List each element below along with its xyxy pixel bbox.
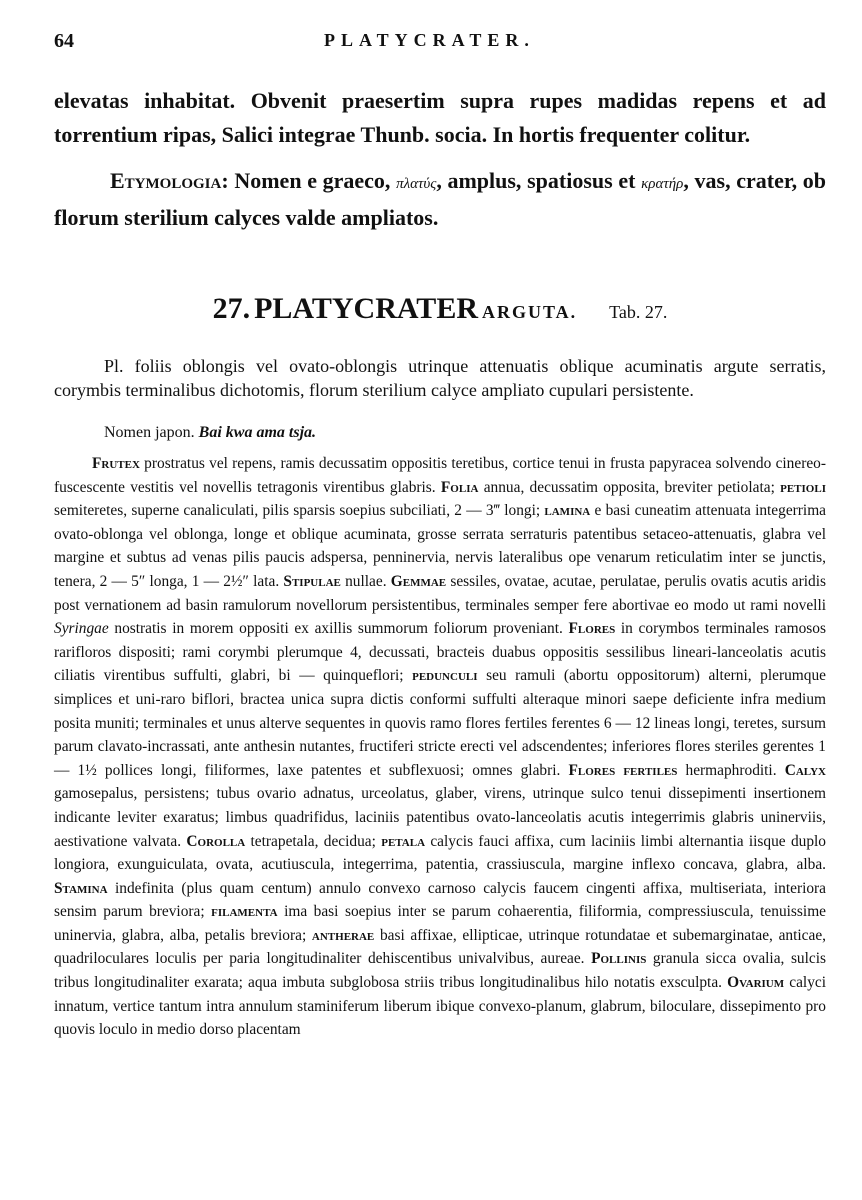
organ-term: Stipulae [283,572,341,590]
organ-term: Stamina [54,879,108,897]
habitat-etymology-section [54,84,826,235]
description-text: semiteretes, superne canaliculati, pilis sparsis soepius subciliati, 2 — 3‴ longi; [54,502,545,520]
description-text: calycis fauci affixa, cum laciniis limbi alternantia iisque duplo longiora, exunguiculata, ovata, acutiuscula, integerrima, patentia, crassiuscula, margine inflexo concava, glabra, alba. [54,832,826,874]
page-number: 64 [54,30,74,52]
species-genus: PLATYCRATER [254,292,478,325]
japanese-name [104,424,316,442]
habitat-paragraph: elevatas inhabitat. Obvenit praesertim supra rupes madidas repens et ad torrentium ripas, Salici integrae Thunb. socia. In hortis frequenter colitur. [54,88,826,147]
etymology-paragraph [54,164,826,235]
description-text: prostratus vel repens, ramis decussatim oppositis teretibus, cortice tenui in frusta papyracea solvendo cinereo-fuscescente vestitis vel novellis tetragonis virentibus glabris. [54,455,826,496]
organ-term: Flores [568,620,616,638]
italic-term: Syringae [54,620,109,638]
organ-term: antherae [311,926,375,944]
organ-term: Gemmae [390,572,447,590]
species-heading [54,292,826,326]
description-text: hermaphroditi. [677,761,785,779]
description-text: e basi cuneatim attenuata integerrima ovato-oblonga vel oblonga, longe et oblique acuminata, grosse serrata serraturis patentibus setaceo-attenuatis, glabra vel margine et subtus ad venas pilis paucis adspersa, penninervia, nervis lateralibus ope venarum reticulatim inter se junctis, tenera, 2 — 5″ longa, 1 — 2½″ lata. [54,502,826,590]
description-text: granula sicca ovalia, sulcis tribus longitudinaliter exarata; aqua imbuta subglobosa striis tribus longitudinalibus hilo notatis exsculpta. [54,950,826,992]
species-number: 27. [212,292,251,325]
organ-term: Frutex [92,455,140,472]
etymology-label: Etymologia [110,168,222,193]
organ-term: petala [381,832,426,850]
description-text: annua, decussatim opposita, breviter petiolata; [478,478,781,496]
description-text: nullae. [340,572,391,590]
japanese-name-value: Bai kwa ama tsja. [198,424,317,441]
greek-word-krater: κρατήρ [641,176,684,192]
organ-term: pedunculi [412,667,478,685]
description-text: gamosepalus, persistens; tubus ovario adnatus, urceolatus, glaber, virens, utrinque sulco tenui dissepimenti insertionem indicante leviter exaratus; limbus quadrifidus, laciniis patentibus ovato-lanceolatis acutis integerrimis glabris uninerviis, aestivatione valvata. [54,785,826,850]
organ-term: Folia [440,478,479,496]
organ-term: filamenta [211,903,278,921]
species-description [54,452,826,1042]
japanese-name-label: Nomen japon. [104,424,195,441]
description-text: in corymbos terminales ramosos rarifloros dispositi; rami corymbi plerumque 4, decussati, bracteis duabus oppositis sessilibus lineari-lanceolatis acutis ciliatis virentibus suffulti, glabri, bi — quinqueflori; [54,620,826,685]
organ-term: lamina [544,502,591,520]
running-title: PLATYCRATER. [324,30,535,50]
description-text: seu ramuli (abortu oppositorum) alterni, plerumque simplices et uni-raro biflori, bractea unica supra dictis conformi suffulti alteraque minori saepe deficiente infra medium posita muniti; terminales et unus alterve sequentes in quovis ramo flores fertiles ferentes 6 — 12 lineas longi, teretes, sursum parum clavato-incrassati, ante anthesin nutantes, fructiferi stricte erecti vel adscendentes; inferiores flores steriles gerentes 1 — 1½ pollices longi, filiformes, laxe patentes et subflexuosi; omnes glabri. [54,667,827,779]
description-text: indefinita (plus quam centum) annulo convexo carnoso calycis faucem cingenti affixa, multiseriata, interiora sensim parum breviora; [54,879,826,921]
description-text: tetrapetala, decidua; [245,832,382,850]
etymology-text-b: , amplus, spatiosus et [436,168,642,193]
organ-term: Pollinis [591,950,647,968]
organ-term: petioli [780,478,826,496]
description-text: basi affixae, ellipticae, utrinque rotundatae et subemarginatae, anticae, quadriloculares loculis per paria longitudinaliter dehiscentibus univalvibus, aureae. [54,926,826,968]
description-text: nostratis in morem oppositi ex axillis summorum foliorum proveniant. [108,620,569,638]
description-text: ima basi soepius inter se parum cohaerentia, filiformia, compressiuscula, tenuissime uninervia, glabra, alba, petalis breviora; [54,903,826,944]
description-text: sessiles, ovatae, acutae, perulatae, perulis ovatis acutis aridis post vernationem ad basin ramulorum novellorum persistentibus, terminales semper fere abortivae eo modo ut rami novelli [54,572,826,614]
plate-reference: Tab. 27. [609,302,668,322]
etymology-text-a: : Nomen e graeco, [221,168,397,193]
description-paragraph [54,452,826,1042]
running-head [54,30,822,56]
organ-term: Ovarium [727,974,785,992]
organ-term: Flores fertiles [568,761,678,779]
greek-word-platys: πλατύς [396,176,437,192]
species-epithet: ARGUTA. [482,302,578,322]
etymology-text-c: , vas, crater, ob florum sterilium calyces valde ampliatos. [54,168,826,230]
organ-term: Corolla [186,832,246,850]
species-diagnosis: Pl. foliis oblongis vel ovato-oblongis utrinque attenuatis oblique acuminatis argute serratis, corymbis terminalibus dichotomis, florum sterilium calyce ampliato cupulari persistente. [54,356,826,400]
description-text: calyci innatum, vertice tantum intra annulum staminiferum liberum ibique convexo-planum, glabrum, biloculare, dissepimento pro quovis loculo in medio dorso placentam [54,974,827,1039]
organ-term: Calyx [784,761,826,779]
